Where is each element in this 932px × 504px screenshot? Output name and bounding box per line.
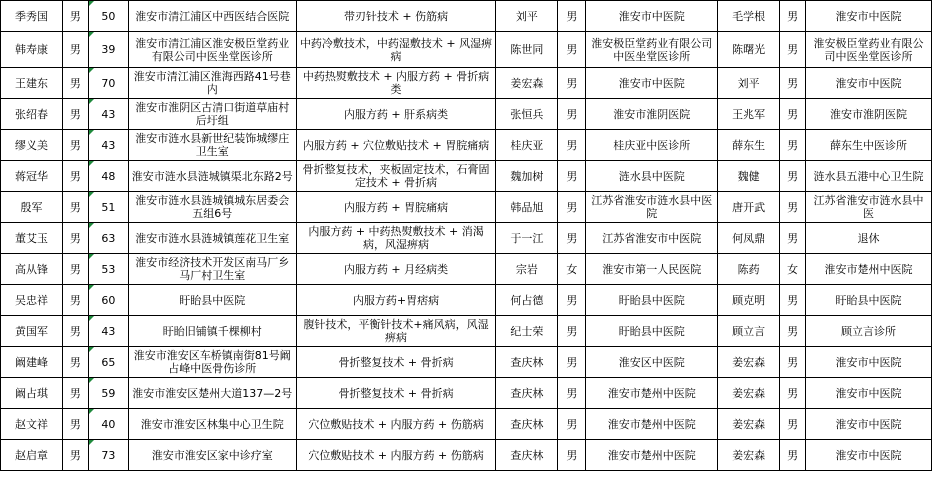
mentor1-gender-cell[interactable]: 男 (558, 347, 586, 378)
applicant-name-cell[interactable]: 黄国军 (1, 316, 63, 347)
applicant-name-cell[interactable]: 缪义美 (1, 130, 63, 161)
applicant-age-cell[interactable]: 43 (88, 316, 128, 347)
mentor2-gender-cell[interactable]: 男 (780, 378, 806, 409)
technique-disease-cell[interactable]: 内服方药 + 胃脘痛病 (296, 192, 496, 223)
mentor2-unit-cell[interactable]: 淮安极臣堂药业有限公司中医坐堂医诊所 (806, 32, 932, 68)
applicant-unit-cell[interactable]: 淮安市涟水县涟城镇渠北东路2号 (128, 161, 296, 192)
mentor1-name-cell[interactable]: 魏加树 (496, 161, 558, 192)
table-row (1, 440, 932, 471)
applicant-age-cell[interactable]: 60 (88, 285, 128, 316)
mentor2-name-cell[interactable]: 姜宏森 (718, 378, 780, 409)
applicant-name-cell[interactable]: 阚占琪 (1, 378, 63, 409)
mentor1-unit-cell[interactable]: 淮安市楚州中医院 (586, 409, 718, 440)
applicant-name-cell[interactable]: 高从锋 (1, 254, 63, 285)
mentor2-name-cell[interactable]: 陈药 (718, 254, 780, 285)
mentor1-name-cell[interactable]: 何占德 (496, 285, 558, 316)
applicant-unit-cell[interactable]: 淮安市清江浦区淮海西路41号巷内 (128, 68, 296, 99)
mentor1-gender-cell[interactable]: 男 (558, 440, 586, 471)
mentor1-unit-cell[interactable]: 淮安市中医院 (586, 68, 718, 99)
table-row (1, 316, 932, 347)
table-row (1, 285, 932, 316)
applicant-name-cell[interactable]: 韩寿康 (1, 32, 63, 68)
mentor1-gender-cell[interactable]: 男 (558, 161, 586, 192)
mentor1-name-cell[interactable]: 宗岩 (496, 254, 558, 285)
technique-disease-cell[interactable]: 中药冷敷技术，中药湿敷技术 + 风湿痹病 (296, 32, 496, 68)
mentor2-unit-cell[interactable]: 盱眙县中医院 (806, 285, 932, 316)
technique-disease-cell[interactable]: 内服方药 + 中药热熨敷技术 + 消渴病，风湿痹病 (296, 223, 496, 254)
applicant-gender-cell[interactable]: 男 (62, 223, 88, 254)
technique-disease-cell[interactable]: 骨折整复技术 + 骨折病 (296, 347, 496, 378)
applicant-gender-cell[interactable]: 男 (62, 161, 88, 192)
applicant-gender-cell[interactable]: 男 (62, 316, 88, 347)
mentor2-name-cell[interactable]: 顾立言 (718, 316, 780, 347)
mentor2-gender-cell[interactable]: 男 (780, 99, 806, 130)
applicant-unit-cell[interactable]: 盱眙县中医院 (128, 285, 296, 316)
technique-disease-cell[interactable]: 穴位敷贴技术 + 内服方药 + 伤筋病 (296, 409, 496, 440)
mentor1-unit-cell[interactable]: 桂庆亚中医诊所 (586, 130, 718, 161)
mentor2-unit-cell[interactable]: 淮安市中医院 (806, 1, 932, 32)
applicant-age-cell[interactable]: 59 (88, 378, 128, 409)
mentor1-name-cell[interactable]: 查庆林 (496, 347, 558, 378)
technique-disease-cell[interactable]: 内服方药 + 月经病类 (296, 254, 496, 285)
technique-disease-cell[interactable]: 骨折整复技术，夹板固定技术，石膏固定技术 + 骨折病 (296, 161, 496, 192)
table-row (1, 32, 932, 68)
mentor1-gender-cell[interactable]: 男 (558, 1, 586, 32)
table-row (1, 378, 932, 409)
applicant-age-cell[interactable]: 39 (88, 32, 128, 68)
mentor1-unit-cell[interactable]: 盱眙县中医院 (586, 285, 718, 316)
mentor2-unit-cell[interactable]: 淮安市中医院 (806, 347, 932, 378)
table-row (1, 409, 932, 440)
mentor1-name-cell[interactable]: 桂庆亚 (496, 130, 558, 161)
applicant-gender-cell[interactable]: 男 (62, 440, 88, 471)
applicant-name-cell[interactable]: 殷军 (1, 192, 63, 223)
applicant-name-cell[interactable]: 董艾玉 (1, 223, 63, 254)
mentor1-unit-cell[interactable]: 江苏省淮安市中医院 (586, 223, 718, 254)
mentor1-gender-cell[interactable]: 男 (558, 223, 586, 254)
mentor2-gender-cell[interactable]: 男 (780, 1, 806, 32)
mentor2-unit-cell[interactable]: 淮安市中医院 (806, 409, 932, 440)
applicant-name-cell[interactable]: 吴忠祥 (1, 285, 63, 316)
mentor1-gender-cell[interactable]: 男 (558, 409, 586, 440)
applicant-age-cell[interactable]: 40 (88, 409, 128, 440)
mentor1-unit-cell[interactable]: 淮安市楚州中医院 (586, 378, 718, 409)
mentor2-name-cell[interactable]: 王兆军 (718, 99, 780, 130)
mentor2-gender-cell[interactable]: 男 (780, 409, 806, 440)
mentor1-unit-cell[interactable]: 淮安市楚州中医院 (586, 440, 718, 471)
applicant-name-cell[interactable]: 赵文祥 (1, 409, 63, 440)
technique-disease-cell[interactable]: 内服方药 + 肝系病类 (296, 99, 496, 130)
mentor1-gender-cell[interactable]: 男 (558, 316, 586, 347)
mentor2-unit-cell[interactable]: 退休 (806, 223, 932, 254)
mentor1-gender-cell[interactable]: 男 (558, 130, 586, 161)
mentor2-gender-cell[interactable]: 女 (780, 254, 806, 285)
mentor1-name-cell[interactable]: 张恒兵 (496, 99, 558, 130)
mentor2-unit-cell[interactable]: 淮安市楚州中医院 (806, 254, 932, 285)
mentor2-gender-cell[interactable]: 男 (780, 347, 806, 378)
mentor2-gender-cell[interactable]: 男 (780, 130, 806, 161)
applicant-name-cell[interactable]: 蒋冠华 (1, 161, 63, 192)
applicant-age-cell[interactable]: 53 (88, 254, 128, 285)
applicant-unit-cell[interactable]: 淮安市涟水县涟城镇莲花卫生室 (128, 223, 296, 254)
applicant-age-cell[interactable]: 73 (88, 440, 128, 471)
applicant-gender-cell[interactable]: 男 (62, 347, 88, 378)
mentor2-name-cell[interactable]: 毛学根 (718, 1, 780, 32)
applicant-age-cell[interactable]: 51 (88, 192, 128, 223)
applicant-name-cell[interactable]: 阚建峰 (1, 347, 63, 378)
technique-disease-cell[interactable]: 穴位敷贴技术 + 内服方药 + 伤筋病 (296, 440, 496, 471)
mentor2-name-cell[interactable]: 陈曙光 (718, 32, 780, 68)
mentor1-name-cell[interactable]: 韩品旭 (496, 192, 558, 223)
mentor2-unit-cell[interactable]: 淮安市中医院 (806, 378, 932, 409)
mentor2-name-cell[interactable]: 姜宏森 (718, 409, 780, 440)
mentor1-gender-cell[interactable]: 男 (558, 68, 586, 99)
mentor1-name-cell[interactable]: 刘平 (496, 1, 558, 32)
mentor1-unit-cell[interactable]: 盱眙县中医院 (586, 316, 718, 347)
table-row (1, 161, 932, 192)
applicant-name-cell[interactable]: 王建东 (1, 68, 63, 99)
mentor1-gender-cell[interactable]: 男 (558, 192, 586, 223)
applicant-gender-cell[interactable]: 男 (62, 1, 88, 32)
mentor1-gender-cell[interactable]: 男 (558, 32, 586, 68)
applicant-unit-cell[interactable]: 淮安市淮阴区古清口街道草庙村后圩组 (128, 99, 296, 130)
mentor2-name-cell[interactable]: 魏健 (718, 161, 780, 192)
applicant-unit-cell[interactable]: 盱眙旧铺镇千棵柳村 (128, 316, 296, 347)
mentor2-gender-cell[interactable]: 男 (780, 223, 806, 254)
mentor2-gender-cell[interactable]: 男 (780, 68, 806, 99)
applicant-unit-cell[interactable]: 淮安市淮安区车桥镇南街81号阚占峰中医骨伤诊所 (128, 347, 296, 378)
applicant-unit-cell[interactable]: 淮安市淮安区家中诊疗室 (128, 440, 296, 471)
mentor2-gender-cell[interactable]: 男 (780, 192, 806, 223)
mentor2-gender-cell[interactable]: 男 (780, 316, 806, 347)
mentor1-unit-cell[interactable]: 淮安市第一人民医院 (586, 254, 718, 285)
mentor1-name-cell[interactable]: 纪士荣 (496, 316, 558, 347)
mentor1-gender-cell[interactable]: 女 (558, 254, 586, 285)
table-row (1, 192, 932, 223)
applicant-unit-cell[interactable]: 淮安市淮安区楚州大道137—2号 (128, 378, 296, 409)
table-row (1, 1, 932, 32)
mentor2-name-cell[interactable]: 姜宏森 (718, 440, 780, 471)
table-row (1, 254, 932, 285)
applicant-gender-cell[interactable]: 男 (62, 32, 88, 68)
applicant-age-cell[interactable]: 65 (88, 347, 128, 378)
mentor1-name-cell[interactable]: 查庆林 (496, 378, 558, 409)
table-row (1, 99, 932, 130)
mentor1-gender-cell[interactable]: 男 (558, 99, 586, 130)
mentor2-name-cell[interactable]: 刘平 (718, 68, 780, 99)
applicant-name-cell[interactable]: 季秀国 (1, 1, 63, 32)
mentor1-unit-cell[interactable]: 淮安市中医院 (586, 1, 718, 32)
applicant-gender-cell[interactable]: 男 (62, 130, 88, 161)
mentor2-gender-cell[interactable]: 男 (780, 161, 806, 192)
mentor2-unit-cell[interactable]: 涟水县五港中心卫生院 (806, 161, 932, 192)
applicant-unit-cell[interactable]: 淮安市涟水县涟城镇城东居委会五组6号 (128, 192, 296, 223)
technique-disease-cell[interactable]: 带刃针技术 + 伤筋病 (296, 1, 496, 32)
mentor1-unit-cell[interactable]: 淮安极臣堂药业有限公司中医坐堂医诊所 (586, 32, 718, 68)
applicant-age-cell[interactable]: 70 (88, 68, 128, 99)
mentor1-name-cell[interactable]: 查庆林 (496, 440, 558, 471)
mentor1-unit-cell[interactable]: 江苏省淮安市涟水县中医院 (586, 192, 718, 223)
mentor1-name-cell[interactable]: 陈世同 (496, 32, 558, 68)
technique-disease-cell[interactable]: 骨折整复技术 + 骨折病 (296, 378, 496, 409)
technique-disease-cell[interactable]: 内服方药 + 穴位敷贴技术 + 胃脘痛病 (296, 130, 496, 161)
applicant-name-cell[interactable]: 张绍春 (1, 99, 63, 130)
technique-disease-cell[interactable]: 中药热熨敷技术 + 内服方药 + 骨折病类 (296, 68, 496, 99)
mentor2-name-cell[interactable]: 顾克明 (718, 285, 780, 316)
applicant-age-cell[interactable]: 48 (88, 161, 128, 192)
mentor2-gender-cell[interactable]: 男 (780, 32, 806, 68)
applicant-unit-cell[interactable]: 淮安市清江浦区淮安极臣堂药业有限公司中医坐堂医诊所 (128, 32, 296, 68)
applicant-unit-cell[interactable]: 淮安市淮安区林集中心卫生院 (128, 409, 296, 440)
mentor1-gender-cell[interactable]: 男 (558, 378, 586, 409)
applicant-age-cell[interactable]: 63 (88, 223, 128, 254)
mentor2-unit-cell[interactable]: 淮安市中医院 (806, 440, 932, 471)
mentor2-gender-cell[interactable]: 男 (780, 285, 806, 316)
technique-disease-cell[interactable]: 内服方药+胃痞病 (296, 285, 496, 316)
mentor2-name-cell[interactable]: 姜宏森 (718, 347, 780, 378)
mentor1-name-cell[interactable]: 查庆林 (496, 409, 558, 440)
applicant-age-cell[interactable]: 43 (88, 99, 128, 130)
technique-disease-cell[interactable]: 腹针技术，平衡针技术+痛风病，风湿痹病 (296, 316, 496, 347)
table-row (1, 223, 932, 254)
table-row (1, 68, 932, 99)
applicant-gender-cell[interactable]: 男 (62, 99, 88, 130)
applicant-gender-cell[interactable]: 男 (62, 254, 88, 285)
applicant-unit-cell[interactable]: 淮安市涟水县新世纪装饰城缪庄卫生室 (128, 130, 296, 161)
mentor1-name-cell[interactable]: 姜宏森 (496, 68, 558, 99)
mentor1-name-cell[interactable]: 于一江 (496, 223, 558, 254)
applicant-gender-cell[interactable]: 男 (62, 409, 88, 440)
mentor2-name-cell[interactable]: 薛东生 (718, 130, 780, 161)
table-row (1, 130, 932, 161)
mentor2-name-cell[interactable]: 何凤鼎 (718, 223, 780, 254)
applicant-gender-cell[interactable]: 男 (62, 192, 88, 223)
applicant-age-cell[interactable]: 43 (88, 130, 128, 161)
mentor1-unit-cell[interactable]: 淮安区中医院 (586, 347, 718, 378)
applicant-gender-cell[interactable]: 男 (62, 285, 88, 316)
applicant-name-cell[interactable]: 赵启章 (1, 440, 63, 471)
mentor1-unit-cell[interactable]: 淮安市淮阴医院 (586, 99, 718, 130)
mentor2-unit-cell[interactable]: 顾立言诊所 (806, 316, 932, 347)
applicant-unit-cell[interactable]: 淮安市经济技术开发区南马厂乡马厂村卫生室 (128, 254, 296, 285)
mentor2-unit-cell[interactable]: 薛东生中医诊所 (806, 130, 932, 161)
mentor1-gender-cell[interactable]: 男 (558, 285, 586, 316)
applicant-gender-cell[interactable]: 男 (62, 68, 88, 99)
mentor1-unit-cell[interactable]: 涟水县中医院 (586, 161, 718, 192)
mentor2-name-cell[interactable]: 唐开武 (718, 192, 780, 223)
table-row (1, 347, 932, 378)
applicant-unit-cell[interactable]: 淮安市清江浦区中西医结合医院 (128, 1, 296, 32)
mentor2-unit-cell[interactable]: 淮安市中医院 (806, 68, 932, 99)
mentor2-unit-cell[interactable]: 江苏省淮安市涟水县中医 (806, 192, 932, 223)
applicant-gender-cell[interactable]: 男 (62, 378, 88, 409)
mentor2-unit-cell[interactable]: 淮安市淮阴医院 (806, 99, 932, 130)
applicant-age-cell[interactable]: 50 (88, 1, 128, 32)
mentor2-gender-cell[interactable]: 男 (780, 440, 806, 471)
